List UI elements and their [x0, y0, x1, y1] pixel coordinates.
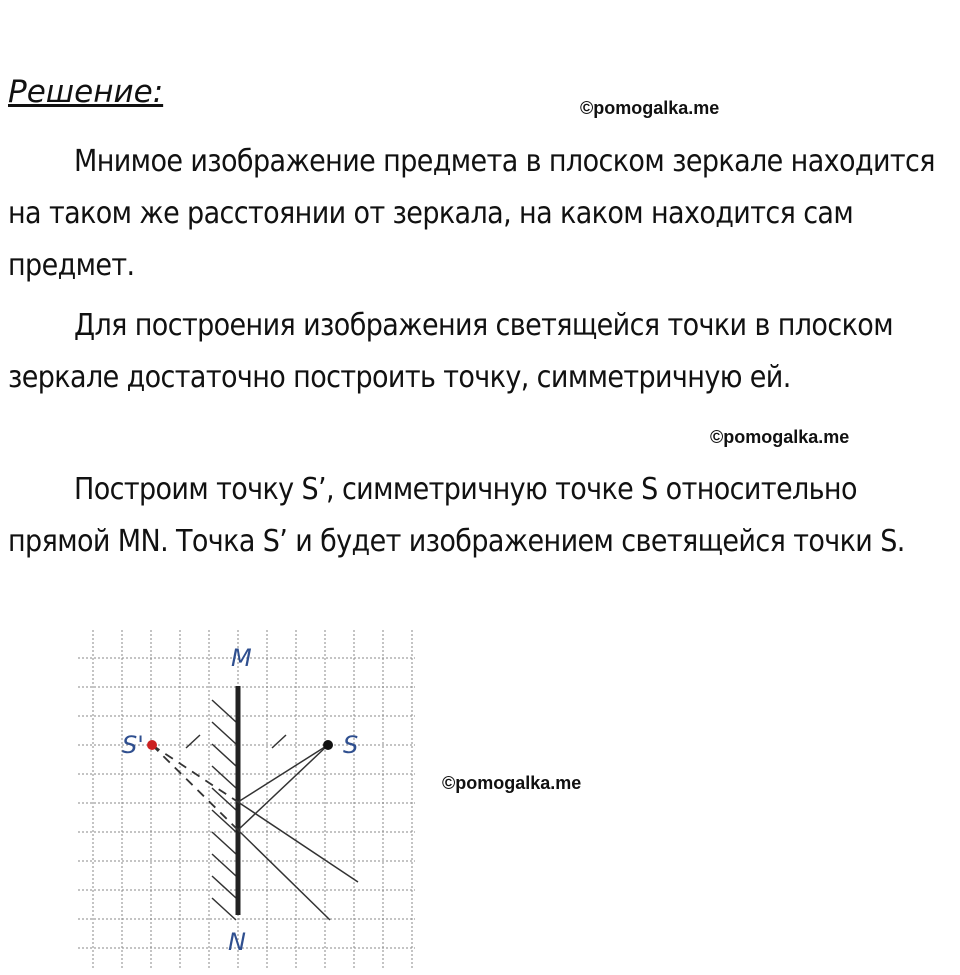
watermark-figure: ©pomogalka.me — [442, 773, 582, 793]
perpendicular-tick-2 — [272, 735, 286, 748]
incident-ray-2 — [238, 745, 328, 830]
hatch-stroke — [212, 744, 236, 766]
hatch-stroke — [212, 766, 236, 788]
hatch-stroke — [212, 876, 236, 898]
extension-dashed-2 — [152, 745, 238, 830]
mirror-hatching — [212, 700, 236, 920]
solution-heading: Решение: — [8, 74, 164, 110]
light-rays — [152, 735, 358, 920]
hatch-stroke — [212, 832, 236, 854]
extension-dashed-1 — [152, 745, 238, 802]
point-s-dot — [323, 740, 333, 750]
watermark-middle: ©pomogalka.me — [710, 427, 850, 447]
label-m: M — [231, 644, 252, 672]
hatch-stroke — [212, 898, 236, 920]
paragraph-1-text: Мнимое изображение предмета в плоском зеркале находится на таком же расстоянии от зеркала, на каком находится сам предмет. — [8, 144, 935, 283]
watermark-top: ©pomogalka.me — [580, 98, 720, 118]
grid — [78, 630, 415, 970]
paragraph-3-text: Построим точку S’, симметричную точке S относительно прямой MN. Точка S’ и будет изображением светящейся точки S. — [8, 472, 905, 559]
hatch-stroke — [212, 722, 236, 744]
label-n: N — [228, 928, 246, 956]
hatch-stroke — [212, 854, 236, 876]
point-s-image-dot — [147, 740, 157, 750]
reflected-ray-1 — [238, 802, 358, 882]
paragraph-2-text: Для построения изображения светящейся точки в плоском зеркале достаточно построить точку, симметричную ей. — [8, 308, 893, 395]
hatch-stroke — [212, 700, 236, 722]
label-s: S — [343, 731, 359, 759]
hatch-stroke — [212, 810, 236, 832]
perpendicular-tick-1 — [186, 735, 200, 748]
reflected-ray-2 — [238, 830, 330, 920]
label-s-image: S' — [122, 731, 144, 759]
